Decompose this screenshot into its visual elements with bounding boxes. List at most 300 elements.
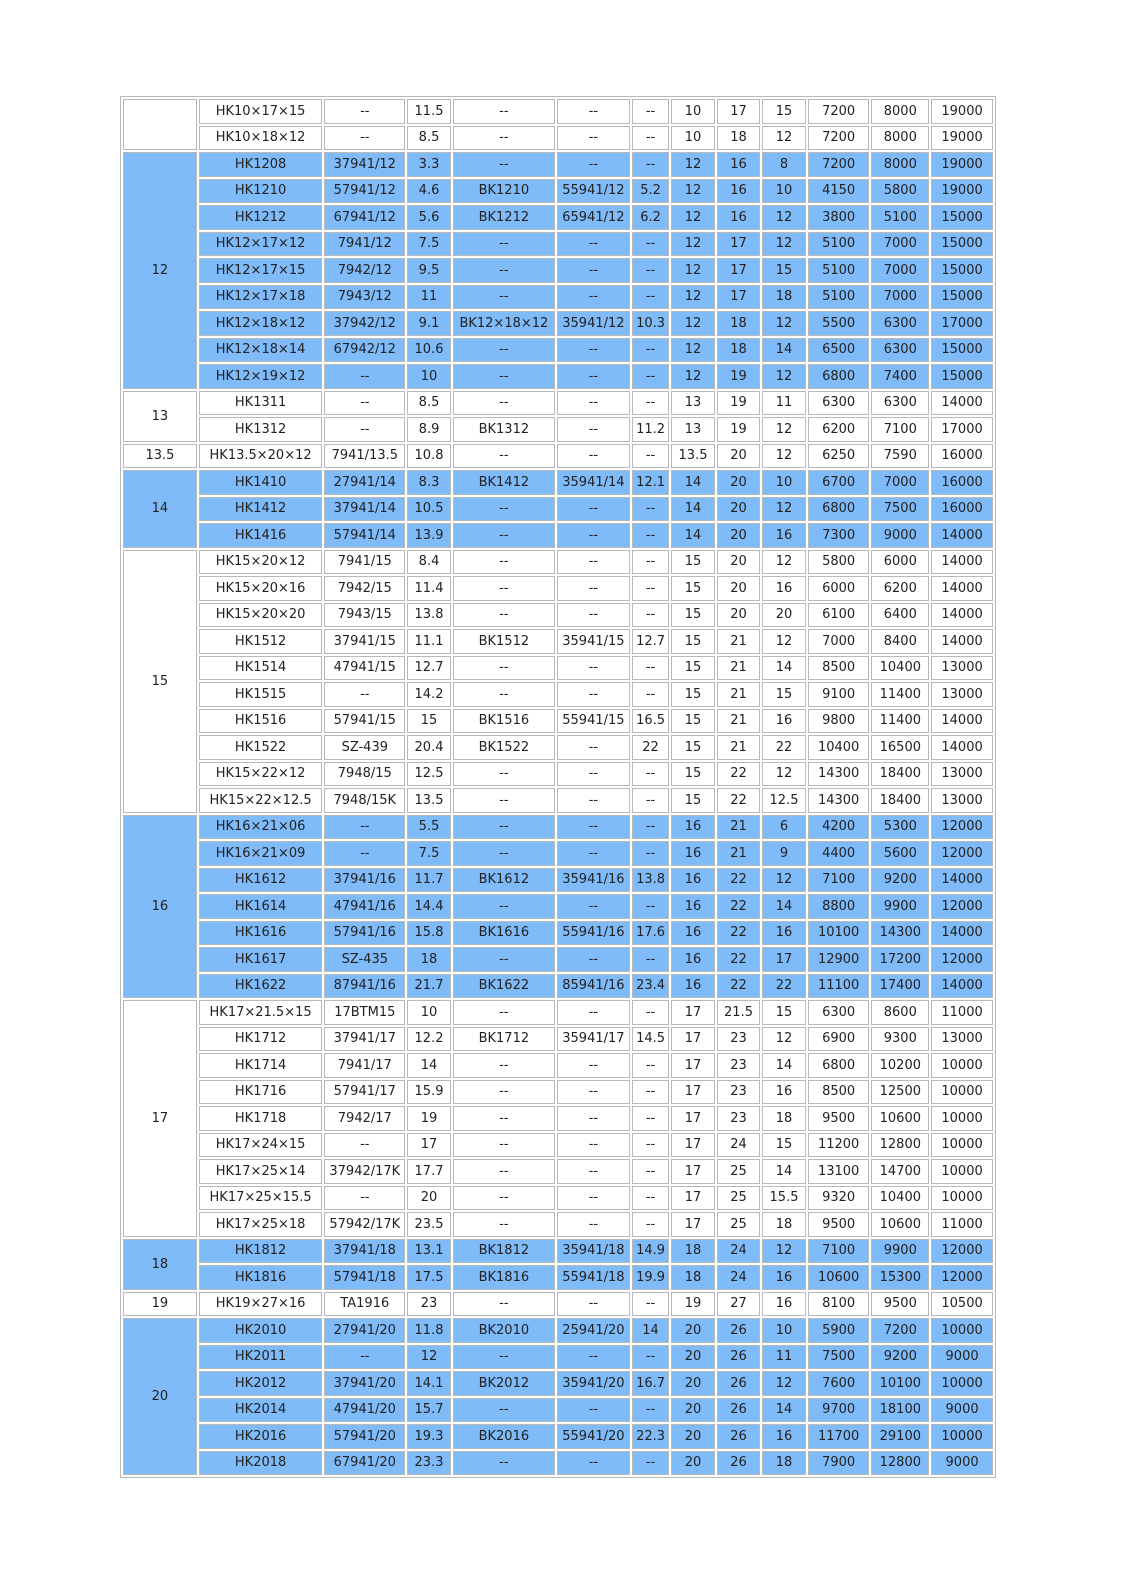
table-cell: 10600	[871, 1106, 929, 1131]
table-cell: 17	[671, 1080, 715, 1105]
table-cell: 14	[671, 497, 715, 522]
table-cell: 23.3	[407, 1451, 451, 1476]
table-row	[123, 338, 993, 363]
table-cell: 10000	[931, 1159, 993, 1184]
table-cell: 11400	[871, 682, 929, 707]
table-cell: 13	[671, 417, 715, 442]
table-cell: --	[557, 444, 630, 469]
table-cell: 11000	[931, 1000, 993, 1025]
table-cell: 5.5	[407, 815, 451, 840]
table-cell: 9320	[808, 1186, 870, 1211]
table-cell: 17400	[871, 974, 929, 999]
table-cell: --	[453, 947, 555, 972]
table-cell: --	[324, 815, 405, 840]
table-cell: 12	[762, 629, 806, 654]
table-cell: 12900	[808, 947, 870, 972]
table-cell: 8.9	[407, 417, 451, 442]
table-cell: 11200	[808, 1133, 870, 1158]
table-cell: 8500	[808, 656, 870, 681]
table-cell: 8600	[871, 1000, 929, 1025]
table-cell: 8800	[808, 894, 870, 919]
table-cell: 15	[671, 735, 715, 760]
table-cell: 5300	[871, 815, 929, 840]
table-cell: --	[557, 285, 630, 310]
table-cell: HK12×17×15	[199, 258, 322, 283]
table-cell: 12	[762, 417, 806, 442]
table-cell: --	[557, 1212, 630, 1237]
table-cell: 5800	[871, 179, 929, 204]
table-cell: 55941/20	[557, 1424, 630, 1449]
table-cell: HK2014	[199, 1398, 322, 1423]
table-cell: 7943/15	[324, 603, 405, 628]
table-cell: 8	[762, 152, 806, 177]
table-cell: 12500	[871, 1080, 929, 1105]
table-cell: 10000	[931, 1318, 993, 1343]
table-cell: BK1210	[453, 179, 555, 204]
table-cell: 47941/15	[324, 656, 405, 681]
table-cell: --	[557, 788, 630, 813]
table-row	[123, 735, 993, 760]
table-cell: HK2010	[199, 1318, 322, 1343]
table-cell: 12	[762, 550, 806, 575]
table-cell: 12	[762, 364, 806, 389]
table-cell: 7948/15	[324, 762, 405, 787]
shaft-diameter-cell: 16	[123, 815, 197, 999]
table-cell: BK2010	[453, 1318, 555, 1343]
table-cell: 5.2	[632, 179, 669, 204]
table-cell: 25	[717, 1212, 761, 1237]
table-cell: 19000	[931, 179, 993, 204]
table-cell: --	[324, 1133, 405, 1158]
table-cell: 20.4	[407, 735, 451, 760]
table-cell: 11400	[871, 709, 929, 734]
table-cell: --	[453, 152, 555, 177]
table-cell: 6300	[871, 338, 929, 363]
table-cell: 12	[762, 762, 806, 787]
table-cell: 7400	[871, 364, 929, 389]
table-cell: 7000	[871, 232, 929, 257]
table-cell: 55941/15	[557, 709, 630, 734]
table-cell: 12800	[871, 1133, 929, 1158]
table-cell: 5100	[808, 285, 870, 310]
table-cell: 24	[717, 1133, 761, 1158]
table-cell: 7100	[808, 1239, 870, 1264]
table-cell: 9000	[931, 1398, 993, 1423]
table-cell: 6800	[808, 497, 870, 522]
table-cell: --	[632, 1345, 669, 1370]
shaft-diameter-cell: 17	[123, 1000, 197, 1237]
table-cell: 22	[717, 974, 761, 999]
table-cell: 21	[717, 841, 761, 866]
table-cell: 14	[762, 338, 806, 363]
table-cell: 27	[717, 1292, 761, 1317]
table-cell: --	[632, 603, 669, 628]
table-cell: --	[557, 1080, 630, 1105]
table-cell: 6250	[808, 444, 870, 469]
table-cell: HK1410	[199, 470, 322, 495]
table-cell: 14	[762, 1398, 806, 1423]
table-cell: 23.4	[632, 974, 669, 999]
table-cell: 16	[671, 947, 715, 972]
table-cell: --	[557, 1133, 630, 1158]
table-cell: --	[453, 682, 555, 707]
table-cell: 12000	[931, 841, 993, 866]
table-cell: 16	[671, 841, 715, 866]
table-cell: 15	[671, 576, 715, 601]
table-cell: 5100	[808, 258, 870, 283]
table-cell: 17	[671, 1106, 715, 1131]
table-row	[123, 1133, 993, 1158]
table-cell: 22	[632, 735, 669, 760]
table-cell: 5100	[871, 205, 929, 230]
table-cell: 10000	[931, 1186, 993, 1211]
table-cell: --	[453, 364, 555, 389]
table-cell: 7200	[871, 1318, 929, 1343]
table-cell: 15	[671, 762, 715, 787]
table-cell: HK15×20×20	[199, 603, 322, 628]
table-cell: --	[453, 894, 555, 919]
table-cell: --	[557, 417, 630, 442]
table-cell: 14	[671, 470, 715, 495]
table-row	[123, 1186, 993, 1211]
table-cell: 57941/12	[324, 179, 405, 204]
table-cell: HK1416	[199, 523, 322, 548]
table-cell: 15	[762, 1133, 806, 1158]
table-cell: --	[557, 1345, 630, 1370]
table-cell: 6100	[808, 603, 870, 628]
table-cell: --	[453, 444, 555, 469]
table-cell: 20	[671, 1424, 715, 1449]
table-cell: 22	[717, 947, 761, 972]
table-row	[123, 1106, 993, 1131]
table-cell: 12000	[931, 1265, 993, 1290]
table-cell: 9800	[808, 709, 870, 734]
table-cell: --	[453, 1451, 555, 1476]
table-cell: 14300	[808, 788, 870, 813]
table-row	[123, 311, 993, 336]
table-cell: HK1512	[199, 629, 322, 654]
table-cell: 10400	[808, 735, 870, 760]
table-cell: 20	[717, 603, 761, 628]
table-cell: 7900	[808, 1451, 870, 1476]
table-cell: --	[324, 417, 405, 442]
table-cell: 7600	[808, 1371, 870, 1396]
table-cell: 13.5	[407, 788, 451, 813]
table-cell: 24	[717, 1239, 761, 1264]
table-cell: 13.5	[671, 444, 715, 469]
table-cell: 7000	[871, 258, 929, 283]
table-cell: HK1522	[199, 735, 322, 760]
table-row	[123, 1398, 993, 1423]
table-cell: 8000	[871, 152, 929, 177]
table-cell: 25	[717, 1159, 761, 1184]
table-cell: 10000	[931, 1424, 993, 1449]
table-cell: 10	[762, 179, 806, 204]
table-row	[123, 258, 993, 283]
table-cell: 3800	[808, 205, 870, 230]
table-cell: 6300	[871, 311, 929, 336]
table-cell: 17	[671, 1027, 715, 1052]
table-cell: 14000	[931, 868, 993, 893]
table-row	[123, 1318, 993, 1343]
table-cell: HK1718	[199, 1106, 322, 1131]
table-cell: 37941/20	[324, 1371, 405, 1396]
table-cell: 10000	[931, 1080, 993, 1105]
table-row	[123, 603, 993, 628]
table-row	[123, 364, 993, 389]
table-cell: 7100	[808, 868, 870, 893]
table-cell: HK1312	[199, 417, 322, 442]
table-cell: 67941/20	[324, 1451, 405, 1476]
table-cell: BK1812	[453, 1239, 555, 1264]
table-cell: 17000	[931, 417, 993, 442]
table-cell: HK19×27×16	[199, 1292, 322, 1317]
table-cell: 10200	[871, 1053, 929, 1078]
table-cell: HK13.5×20×12	[199, 444, 322, 469]
table-row	[123, 1239, 993, 1264]
table-cell: 18	[717, 126, 761, 151]
table-cell: 20	[717, 576, 761, 601]
table-cell: 8500	[808, 1080, 870, 1105]
table-cell: 85941/16	[557, 974, 630, 999]
table-cell: 20	[762, 603, 806, 628]
table-cell: 8.3	[407, 470, 451, 495]
table-cell: 14.5	[632, 1027, 669, 1052]
table-cell: BK1612	[453, 868, 555, 893]
table-cell: --	[453, 232, 555, 257]
table-cell: 6800	[808, 364, 870, 389]
table-cell: 15000	[931, 205, 993, 230]
table-row	[123, 152, 993, 177]
table-cell: --	[453, 258, 555, 283]
table-cell: 8000	[871, 126, 929, 151]
table-cell: HK1616	[199, 921, 322, 946]
table-cell: HK1812	[199, 1239, 322, 1264]
table-row	[123, 1451, 993, 1476]
table-cell: SZ-439	[324, 735, 405, 760]
table-cell: BK1616	[453, 921, 555, 946]
table-cell: 65941/12	[557, 205, 630, 230]
table-cell: 4.6	[407, 179, 451, 204]
table-cell: 12	[762, 1371, 806, 1396]
table-cell: 87941/16	[324, 974, 405, 999]
table-cell: 17200	[871, 947, 929, 972]
table-cell: 7942/15	[324, 576, 405, 601]
table-cell: 21	[717, 682, 761, 707]
table-cell: 12.7	[407, 656, 451, 681]
table-cell: 10	[671, 126, 715, 151]
table-cell: 7942/12	[324, 258, 405, 283]
table-cell: HK1622	[199, 974, 322, 999]
table-cell: 3.3	[407, 152, 451, 177]
table-cell: 14	[632, 1318, 669, 1343]
table-cell: --	[557, 576, 630, 601]
table-cell: HK1816	[199, 1265, 322, 1290]
bearing-spec-table	[120, 96, 996, 1478]
table-cell: HK2011	[199, 1345, 322, 1370]
table-cell: 21	[717, 656, 761, 681]
table-cell: --	[557, 523, 630, 548]
table-cell: 14000	[931, 629, 993, 654]
table-cell: 47941/20	[324, 1398, 405, 1423]
table-cell: 16500	[871, 735, 929, 760]
table-cell: 6500	[808, 338, 870, 363]
table-cell: 22	[717, 762, 761, 787]
table-cell: 26	[717, 1398, 761, 1423]
table-cell: --	[453, 815, 555, 840]
table-cell: --	[632, 258, 669, 283]
table-cell: --	[632, 285, 669, 310]
table-row	[123, 232, 993, 257]
table-cell: 20	[671, 1398, 715, 1423]
table-cell: --	[632, 550, 669, 575]
table-cell: BK2012	[453, 1371, 555, 1396]
table-cell: 9200	[871, 868, 929, 893]
table-row	[123, 417, 993, 442]
table-cell: 15	[762, 682, 806, 707]
table-row	[123, 1371, 993, 1396]
table-cell: --	[557, 815, 630, 840]
table-row	[123, 550, 993, 575]
table-row	[123, 894, 993, 919]
table-cell: 7000	[871, 470, 929, 495]
table-cell: --	[632, 1000, 669, 1025]
table-cell: 10.8	[407, 444, 451, 469]
table-cell: --	[632, 815, 669, 840]
table-cell: 37941/15	[324, 629, 405, 654]
table-cell: 18100	[871, 1398, 929, 1423]
table-cell: 7000	[808, 629, 870, 654]
table-cell: 9500	[808, 1212, 870, 1237]
table-cell: 12	[671, 258, 715, 283]
table-cell: 17	[407, 1133, 451, 1158]
table-cell: 7100	[871, 417, 929, 442]
table-row	[123, 470, 993, 495]
table-cell: 37941/14	[324, 497, 405, 522]
table-row	[123, 391, 993, 416]
table-cell: HK15×22×12.5	[199, 788, 322, 813]
table-cell: 14000	[931, 576, 993, 601]
table-body	[123, 99, 993, 1475]
table-cell: --	[324, 1345, 405, 1370]
table-cell: --	[632, 1186, 669, 1211]
table-cell: 5500	[808, 311, 870, 336]
shaft-diameter-cell: 13	[123, 391, 197, 442]
table-cell: 10600	[871, 1212, 929, 1237]
table-cell: 15.7	[407, 1398, 451, 1423]
table-cell: 15.8	[407, 921, 451, 946]
table-row	[123, 1027, 993, 1052]
table-cell: 8100	[808, 1292, 870, 1317]
table-cell: --	[324, 99, 405, 124]
table-cell: --	[453, 576, 555, 601]
table-cell: 14000	[931, 709, 993, 734]
table-cell: --	[632, 1159, 669, 1184]
table-cell: 10	[407, 1000, 451, 1025]
table-cell: --	[324, 1186, 405, 1211]
table-cell: 7.5	[407, 841, 451, 866]
table-cell: 18	[762, 1451, 806, 1476]
table-cell: 14.9	[632, 1239, 669, 1264]
table-row	[123, 497, 993, 522]
table-cell: 7941/12	[324, 232, 405, 257]
table-cell: 22	[762, 735, 806, 760]
table-cell: 21	[717, 629, 761, 654]
table-cell: 5800	[808, 550, 870, 575]
table-cell: 9200	[871, 1345, 929, 1370]
table-row	[123, 99, 993, 124]
table-cell: 10000	[931, 1053, 993, 1078]
table-cell: --	[557, 364, 630, 389]
table-cell: 16	[671, 815, 715, 840]
table-cell: --	[324, 126, 405, 151]
table-cell: --	[453, 603, 555, 628]
table-cell: 11	[762, 391, 806, 416]
table-cell: 22	[717, 788, 761, 813]
table-cell: --	[557, 550, 630, 575]
table-cell: 16	[671, 921, 715, 946]
table-cell: --	[453, 762, 555, 787]
table-cell: --	[557, 1451, 630, 1476]
table-cell: --	[453, 788, 555, 813]
table-cell: 9100	[808, 682, 870, 707]
table-cell: 16	[762, 1424, 806, 1449]
table-cell: 21	[717, 815, 761, 840]
table-cell: 18	[671, 1265, 715, 1290]
table-cell: --	[453, 523, 555, 548]
table-cell: 16	[717, 179, 761, 204]
table-cell: --	[453, 1212, 555, 1237]
table-cell: 8.5	[407, 126, 451, 151]
table-cell: 15	[671, 550, 715, 575]
table-cell: 12000	[931, 894, 993, 919]
table-cell: 16	[762, 921, 806, 946]
table-cell: --	[557, 762, 630, 787]
table-cell: 6000	[871, 550, 929, 575]
table-cell: 16	[671, 894, 715, 919]
table-cell: 11.5	[407, 99, 451, 124]
table-cell: --	[632, 523, 669, 548]
table-cell: 12.5	[407, 762, 451, 787]
shaft-diameter-cell: 15	[123, 550, 197, 813]
table-cell: 55941/18	[557, 1265, 630, 1290]
table-cell: 10.3	[632, 311, 669, 336]
table-cell: --	[453, 126, 555, 151]
table-cell: 57941/20	[324, 1424, 405, 1449]
table-cell: 14000	[931, 391, 993, 416]
table-cell: HK1714	[199, 1053, 322, 1078]
table-cell: 37942/17K	[324, 1159, 405, 1184]
table-cell: 6400	[871, 603, 929, 628]
table-cell: 17	[717, 232, 761, 257]
table-cell: 12	[671, 364, 715, 389]
table-cell: 11.1	[407, 629, 451, 654]
table-cell: 5100	[808, 232, 870, 257]
table-cell: 11.4	[407, 576, 451, 601]
table-cell: 16000	[931, 497, 993, 522]
table-cell: BK1512	[453, 629, 555, 654]
table-cell: --	[557, 391, 630, 416]
table-cell: 22	[717, 894, 761, 919]
table-cell: HK1514	[199, 656, 322, 681]
table-cell: 10000	[931, 1133, 993, 1158]
table-cell: 35941/17	[557, 1027, 630, 1052]
table-cell: 55941/12	[557, 179, 630, 204]
table-cell: 6200	[808, 417, 870, 442]
table-cell: 19000	[931, 126, 993, 151]
table-cell: 12	[671, 232, 715, 257]
shaft-diameter-cell	[123, 99, 197, 150]
